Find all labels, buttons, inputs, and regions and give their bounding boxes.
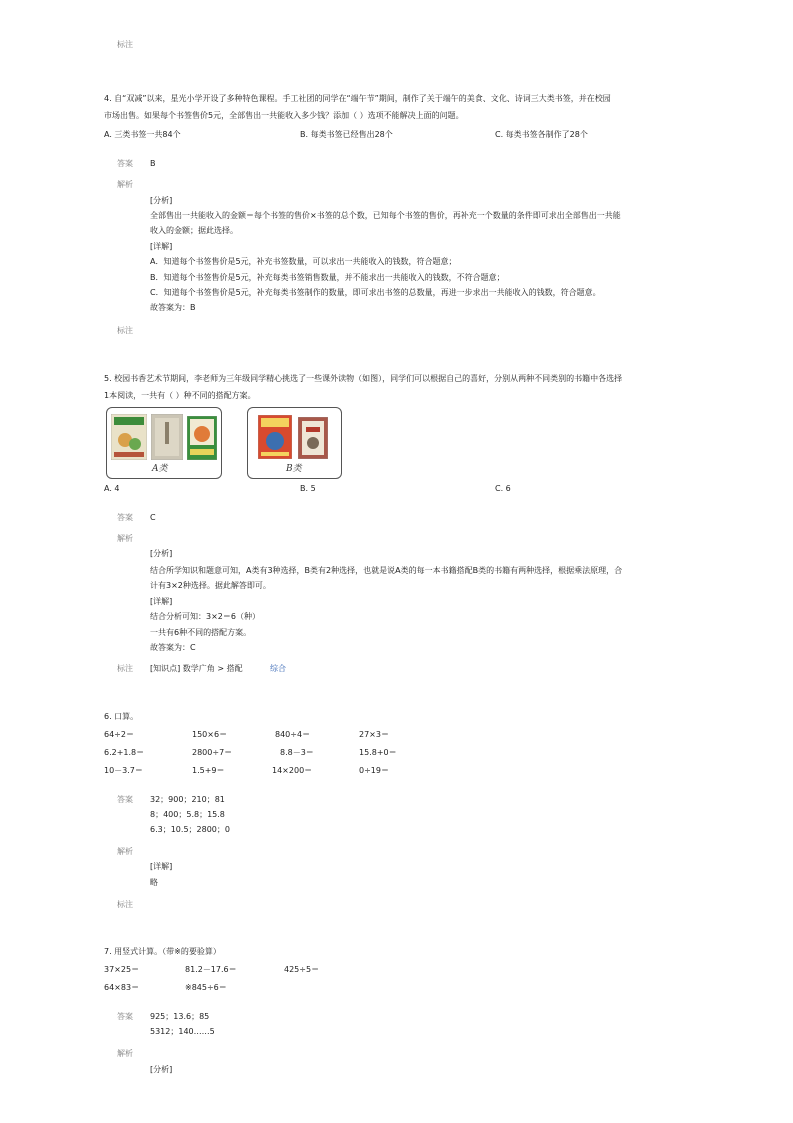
q4-detail-line2: B．知道每个书签售价是5元，补充每类书签销售数量，并不能求出一共能收入的钱数，不符合题意； xyxy=(150,273,505,282)
q7-answer-line1: 925；13.6；85 xyxy=(150,1012,210,1021)
q5-answer: C xyxy=(150,513,156,522)
detail-heading: [详解] xyxy=(150,242,173,251)
book-cover-icon xyxy=(151,414,183,460)
q6-answer-line1: 32；900；210；81 xyxy=(150,795,225,804)
q6-item: 840÷4＝ xyxy=(275,730,311,739)
q5-detail-line1: 结合分析可知：3×2＝6（种） xyxy=(150,612,260,621)
tag-label: 标注 xyxy=(117,326,133,335)
q7-item: ※845÷6＝ xyxy=(185,983,227,992)
knowledge-point-link[interactable]: 综合 xyxy=(270,664,286,673)
q6-item: 64÷2＝ xyxy=(104,730,134,739)
q5-option-a: A. 4 xyxy=(104,484,120,493)
q6-item: 0÷19＝ xyxy=(359,766,389,775)
tag-label: 标注 xyxy=(117,40,133,49)
q6-item: 8.8－3＝ xyxy=(280,748,314,757)
q6-item: 1.5+9＝ xyxy=(192,766,225,775)
q5-stem-line1: 5. 校园书香艺术节期间，李老师为三年级同学精心挑选了一些课外读物（如图），同学们可以根据自己的喜好，分别从两种不同类别的书籍中各选择 xyxy=(104,374,623,383)
tag-label: 标注 xyxy=(117,664,133,673)
answer-label: 答案 xyxy=(117,795,133,804)
q4-option-b: B. 每类书签已经售出28个 xyxy=(300,130,393,139)
analysis-label: 解析 xyxy=(117,847,133,856)
q4-detail-line3: C．知道每个书签售价是5元，补充每类书签制作的数量，即可求出书签的总数量，再进一步求出一共能收入的钱数，符合题意。 xyxy=(150,288,601,297)
q7-item: 81.2－17.6＝ xyxy=(185,965,237,974)
category-b-caption: B类 xyxy=(286,464,302,474)
q4-answer: B xyxy=(150,159,156,168)
q4-detail-line1: A．知道每个书签售价是5元，补充书签数量，可以求出一共能收入的钱数，符合题意； xyxy=(150,257,457,266)
detail-heading: [详解] xyxy=(150,862,173,871)
book-category-a-figure xyxy=(106,407,222,479)
q6-item: 27×3＝ xyxy=(359,730,389,739)
q4-analysis-line2: 收入的金额；据此选择。 xyxy=(150,226,238,235)
detail-heading: [详解] xyxy=(150,597,173,606)
analysis-heading: [分析] xyxy=(150,549,173,558)
tag-label: 标注 xyxy=(117,900,133,909)
q4-stem-line2: 市场出售。如果每个书签售价5元，全部售出一共能收入多少钱？添加（ ）选项不能解决上面的问题。 xyxy=(104,111,464,120)
q6-item: 14×200＝ xyxy=(272,766,313,775)
knowledge-point-tag: [知识点] 数学广角 > 搭配 xyxy=(150,664,243,673)
book-cover-icon xyxy=(258,415,292,459)
q7-answer-line2: 5312；140……5 xyxy=(150,1027,215,1036)
q7-item: 64×83＝ xyxy=(104,983,140,992)
analysis-heading: [分析] xyxy=(150,196,173,205)
analysis-label: 解析 xyxy=(117,1049,133,1058)
q5-analysis-line1: 结合所学知识和题意可知，A类有3种选择，B类有2种选择，也就是说A类的每一本书籍搭配B类的书籍有两种选择，根据乘法原理，合 xyxy=(150,566,623,575)
q6-item: 10－3.7＝ xyxy=(104,766,143,775)
q7-item: 425÷5＝ xyxy=(284,965,320,974)
book-cover-icon xyxy=(111,414,147,460)
q5-analysis-line2: 计有3×2种选择。据此解答即可。 xyxy=(150,581,271,590)
q5-option-c: C. 6 xyxy=(495,484,511,493)
q6-answer-line3: 6.3；10.5；2800；0 xyxy=(150,825,230,834)
q6-detail: 略 xyxy=(150,878,158,887)
analysis-label: 解析 xyxy=(117,534,133,543)
q5-detail-line3: 故答案为：C xyxy=(150,643,196,652)
book-cover-icon xyxy=(187,416,217,460)
answer-label: 答案 xyxy=(117,1012,133,1021)
answer-label: 答案 xyxy=(117,513,133,522)
q5-detail-line2: 一共有6种不同的搭配方案。 xyxy=(150,628,252,637)
answer-label: 答案 xyxy=(117,159,133,168)
q7-item: 37×25＝ xyxy=(104,965,140,974)
analysis-label: 解析 xyxy=(117,180,133,189)
q5-stem-line2: 1本阅读，一共有（ ）种不同的搭配方案。 xyxy=(104,391,256,400)
q6-answer-line2: 8；400；5.8；15.8 xyxy=(150,810,225,819)
q6-item: 150×6＝ xyxy=(192,730,228,739)
q4-analysis-line1: 全部售出一共能收入的金额＝每个书签的售价×书签的总个数，已知每个书签的售价，再补充一个数量的条件即可求出全部售出一共能 xyxy=(150,211,621,220)
q4-detail-line4: 故答案为：B xyxy=(150,303,196,312)
q6-title: 6. 口算。 xyxy=(104,712,139,721)
book-cover-icon xyxy=(298,417,328,459)
q4-stem-line1: 4. 自“双减”以来，星光小学开设了多种特色课程。手工社团的同学在“端午节”期间，制作了关于端午的美食、文化、诗词三大类书签，并在校园 xyxy=(104,94,611,103)
q6-item: 15.8+0＝ xyxy=(359,748,397,757)
analysis-heading: [分析] xyxy=(150,1065,173,1074)
q6-item: 6.2+1.8＝ xyxy=(104,748,145,757)
category-a-caption: A类 xyxy=(152,464,168,474)
q4-option-c: C. 每类书签各制作了28个 xyxy=(495,130,588,139)
q6-item: 2800÷7＝ xyxy=(192,748,233,757)
book-category-b-figure xyxy=(247,407,342,479)
q4-option-a: A. 三类书签一共84个 xyxy=(104,130,181,139)
q7-title: 7. 用竖式计算。（带※的要验算） xyxy=(104,947,221,956)
q5-option-b: B. 5 xyxy=(300,484,316,493)
